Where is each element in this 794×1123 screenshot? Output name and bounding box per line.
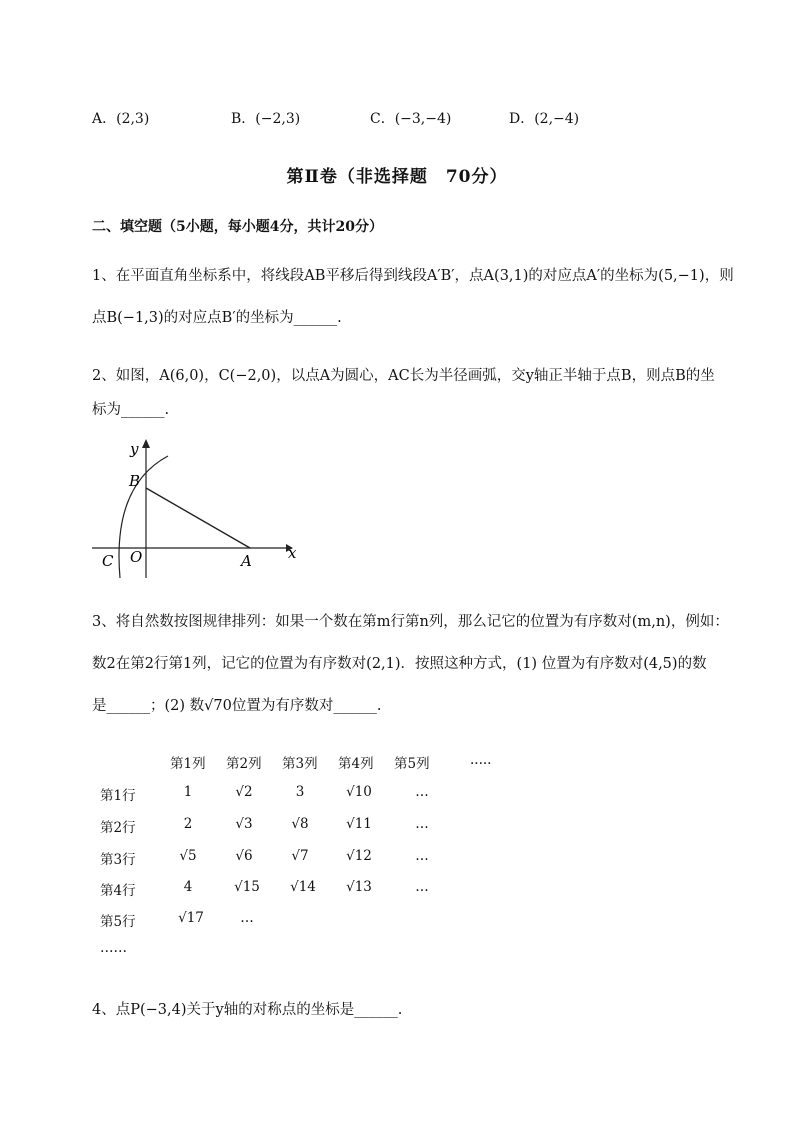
row-label-4: 第4行: [100, 883, 136, 899]
col-header-3: 第3列: [282, 756, 318, 772]
q2-figure: [90, 436, 310, 586]
cell: √8: [291, 816, 309, 832]
col-header-2: 第2列: [226, 756, 262, 772]
q2-line2: 标为______.: [92, 402, 170, 418]
row-label-3: 第3行: [100, 852, 136, 868]
col-header-more: .....: [470, 752, 492, 768]
label-c: C: [102, 552, 114, 570]
col-header-4: 第4列: [338, 756, 374, 772]
cell: √12: [346, 848, 372, 864]
label-x: x: [288, 544, 297, 562]
row-label-5: 第5行: [100, 914, 136, 930]
q3-line2: 数2在第2行第1列，记它的位置为有序数对(2,1)．按照这种方式，(1) 位置为有序数对(4,5)的数: [92, 656, 707, 672]
option-b: B．(−2,3): [231, 111, 301, 127]
label-y: y: [130, 440, 139, 458]
cell: √17: [178, 910, 204, 926]
q1-line2: 点B(−1,3)的对应点B′的坐标为______.: [92, 310, 342, 326]
cell: 3: [295, 784, 305, 800]
option-d: D．(2,−4): [509, 111, 580, 127]
q4-line1: 4、点P(−3,4)关于y轴的对称点的坐标是______.: [92, 1002, 403, 1018]
cell: √15: [234, 879, 260, 895]
label-b: B: [129, 472, 141, 490]
col-header-5: 第5列: [394, 756, 430, 772]
cell: √10: [346, 784, 372, 800]
row-label-1: 第1行: [100, 788, 136, 804]
cell: …: [415, 879, 429, 895]
more-rows: ……: [100, 940, 127, 956]
q2-line1: 2、如图，A(6,0)，C(−2,0)，以点A为圆心，AC长为半径画弧，交y轴正半轴于点B，则点B的坐: [92, 368, 715, 384]
col-header-1: 第1列: [170, 756, 206, 772]
q3-line1: 3、将自然数按图规律排列：如果一个数在第m行第n列，那么记它的位置为有序数对(m,n)，例如：: [92, 614, 729, 630]
cell: √7: [291, 848, 309, 864]
label-o: O: [130, 548, 143, 566]
cell: √11: [346, 816, 372, 832]
cell: …: [415, 816, 429, 832]
cell: √6: [235, 848, 253, 864]
y-axis-arrow: [142, 439, 150, 448]
cell: …: [415, 784, 429, 800]
section-title: 第Ⅱ卷（非选择题 70分）: [286, 167, 508, 187]
part-heading: 二、填空题（5小题，每小题4分，共计20分）: [92, 219, 383, 235]
row-label-2: 第2行: [100, 820, 136, 836]
cell: 1: [183, 784, 193, 800]
cell: 4: [183, 879, 193, 895]
option-c: C．(−3,−4): [370, 111, 452, 127]
cell: √2: [235, 784, 253, 800]
q3-line3: 是______；(2) 数√70位置为有序数对______.: [92, 698, 382, 714]
arc: [119, 456, 168, 578]
cell: √5: [179, 848, 197, 864]
cell: √14: [290, 879, 316, 895]
cell: 2: [183, 816, 193, 832]
cell: √13: [346, 879, 372, 895]
segment-ba: [146, 488, 250, 548]
label-a: A: [241, 552, 252, 570]
cell: …: [240, 910, 254, 926]
option-a: A．(2,3): [92, 111, 150, 127]
cell: …: [415, 848, 429, 864]
cell: √3: [235, 816, 253, 832]
q1-line1: 1、在平面直角坐标系中，将线段AB平移后得到线段A′B′，点A(3,1)的对应点A′的坐标为(5,−1)，则: [92, 268, 734, 284]
